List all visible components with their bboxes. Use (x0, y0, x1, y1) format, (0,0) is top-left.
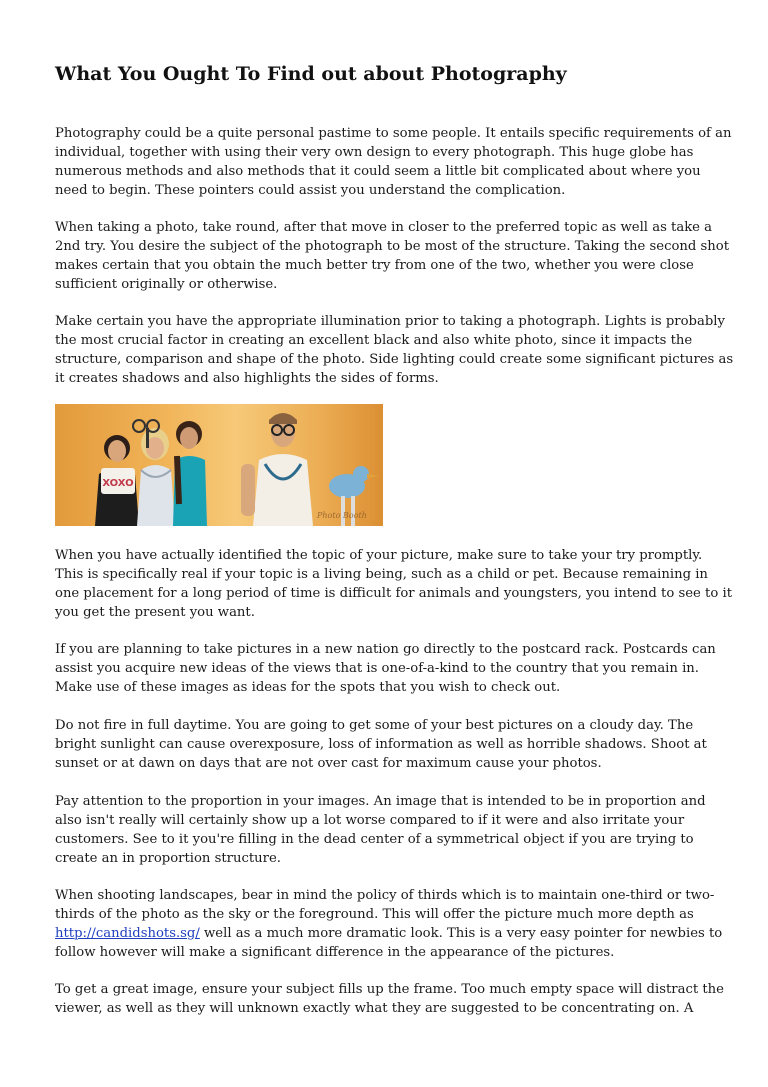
text-line: sufficient originally or otherwise. (55, 277, 278, 292)
text-line: follow however will make a significant difference in the appearance of the pictures. (55, 945, 615, 960)
text-line: sunset or at dawn on days that are not over cast for maximum cause your photos. (55, 756, 602, 771)
text-line: you get the present you want. (55, 605, 255, 620)
link-line-text: well as a much more dramatic look. This is a very easy pointer for newbies to (199, 926, 723, 941)
person-figure (137, 428, 175, 526)
text-line: numerous methods and also methods that it could seem a little bit complicated about where you (55, 164, 701, 179)
text-line: customers. See to it you're filling in the dead center of a symmetrical object if you are trying to (55, 832, 694, 847)
text-line: Pay attention to the proportion in your images. An image that is intended to be in proportion and (55, 794, 706, 809)
text-line: also isn't really will certainly show up a lot worse compared to if it were and also irritate your (55, 813, 685, 828)
photo-booth-image (55, 404, 383, 526)
text-line: need to begin. These pointers could assist you understand the complication. (55, 183, 566, 198)
text-line: individual, together with using their very own design to every photograph. This huge globe has (55, 145, 694, 160)
text-line: Do not fire in full daytime. You are going to get some of your best pictures on a cloudy day. The (55, 718, 694, 733)
text-line: If you are planning to take pictures in a new nation go directly to the postcard rack. Postcards can (55, 642, 716, 657)
text-line: assist you acquire new ideas of the views that is one-of-a-kind to the country that you remain in. (55, 661, 699, 676)
text-line: Photography could be a quite personal pastime to some people. It entails specific requirements of an (55, 126, 732, 141)
text-line: structure, comparison and shape of the photo. Side lighting could create some significant pictures as (55, 352, 734, 367)
paragraph-2 (55, 218, 730, 294)
watermark-text: Photo Booth (317, 511, 367, 520)
paragraph-9 (55, 980, 724, 1018)
paragraph-8 (55, 886, 723, 962)
paragraph-5 (55, 640, 715, 697)
text-line: This is specifically real if your topic is a living being, such as a child or pet. Because remaining in (55, 567, 708, 582)
paragraph-6 (55, 716, 715, 773)
text-line: Make use of these images as ideas for the spots that you wish to check out. (55, 680, 561, 695)
text-line: it creates shadows and also highlights the sides of forms. (55, 371, 439, 386)
person-figure (95, 435, 139, 526)
text-line: viewer, as well as they will unknown exactly what they are suggested to be concentrating on. A (55, 1001, 694, 1016)
text-line: Make certain you have the appropriate illumination prior to taking a photograph. Lights is probably (55, 314, 725, 329)
text-line: thirds of the photo as the sky or the foreground. This will offer the picture much more depth as (55, 907, 694, 922)
xoxo-sign-text: XOXO (102, 478, 134, 489)
text-line: one placement for a long period of time is difficult for animals and youngsters, you intend to see to it (55, 586, 733, 601)
text-line: create an in proportion structure. (55, 851, 281, 866)
text-line: makes certain that you obtain the much better try from one of the two, whether you were close (55, 258, 694, 273)
text-line: the most crucial factor in creating an excellent black and also white photo, since it impacts the (55, 333, 693, 348)
text-line: 2nd try. You desire the subject of the photograph to be most of the structure. Taking the second shot (55, 239, 730, 254)
text-line: When you have actually identified the topic of your picture, make sure to take your try promptly. (55, 548, 703, 563)
text-line: When shooting landscapes, bear in mind the policy of thirds which is to maintain one-third or two- (55, 888, 715, 903)
text-line: bright sunlight can cause overexposure, loss of information as well as horrible shadows. Shoot at (55, 737, 707, 752)
person-figure (241, 413, 313, 526)
candidshots-link[interactable]: http://candidshots.sg/ (55, 926, 200, 941)
text-line: To get a great image, ensure your subject fills up the frame. Too much empty space will distract the (55, 982, 724, 997)
paragraph-3 (55, 312, 734, 388)
paragraph-1 (55, 124, 732, 200)
text-line: When taking a photo, take round, after that move in closer to the preferred topic as well as take a (55, 220, 713, 235)
page-title: What You Ought To Find out about Photography (55, 63, 567, 85)
text-line-with-link (55, 924, 723, 943)
person-figure (173, 421, 207, 526)
paragraph-7 (55, 792, 715, 868)
paragraph-4 (55, 546, 733, 622)
